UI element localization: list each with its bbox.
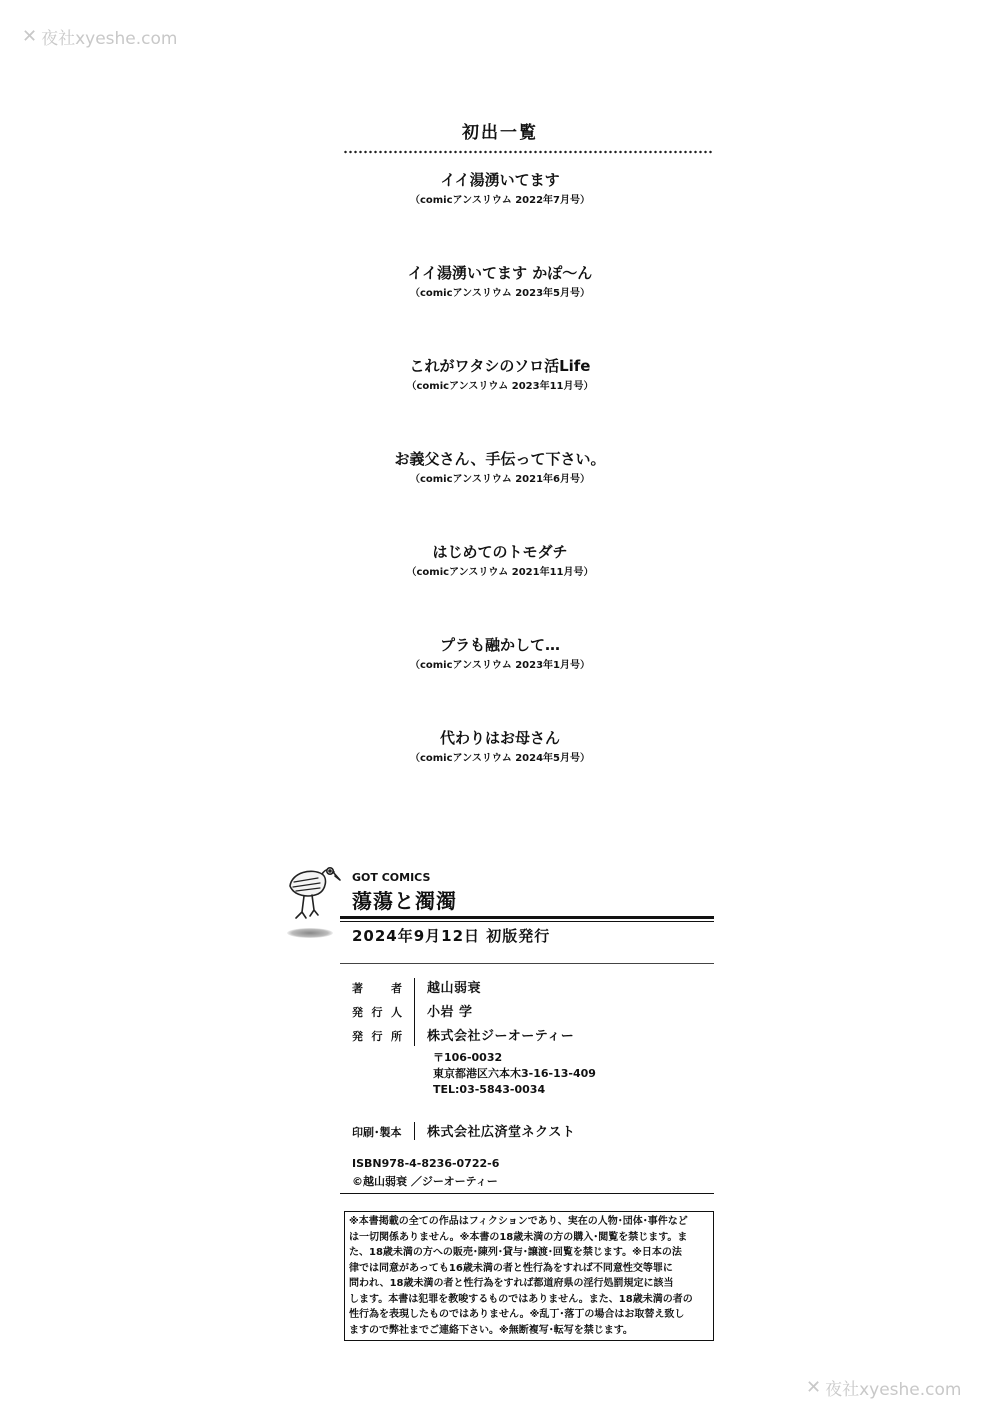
label-separator <box>414 1122 415 1140</box>
address: 東京都港区六本木3-16-13-409 <box>433 1067 596 1080</box>
watermark-x-icon: ✕ <box>22 26 38 47</box>
entry-source: （comicアンスリウム 2022年7月号） <box>409 195 591 206</box>
watermark-top <box>22 24 177 49</box>
divider <box>340 963 714 964</box>
watermark-x-icon: ✕ <box>806 1377 822 1398</box>
notice-line: 律では同意があっても16歳未満の者と性行為をすれば不同意性交等罪に <box>349 1262 673 1274</box>
divider <box>340 1193 714 1194</box>
publisher-name: 株式会社ジーオーティー <box>427 1029 575 1044</box>
entry-title: イイ湯湧いてます <box>440 171 560 189</box>
entry-source: （comicアンスリウム 2024年5月号） <box>409 753 591 764</box>
list-item <box>0 635 1000 673</box>
printer-label: 印刷･製本 <box>352 1126 402 1139</box>
entry-title: これがワタシのソロ活Life <box>409 357 591 375</box>
notice-line: ※本書掲載の全ての作品はフィクションであり、実在の人物･団体･事件など <box>349 1216 688 1227</box>
postal-code: 〒106-0032 <box>433 1051 503 1064</box>
legal-notice-box <box>344 1211 714 1341</box>
brand-label: GOT COMICS <box>352 871 431 884</box>
label-separator <box>414 978 415 1046</box>
title-rule <box>340 916 714 919</box>
watermark-text: 夜社xyeshe.com <box>825 1380 962 1400</box>
entry-title: プラも融かして… <box>439 636 560 654</box>
author-label: 著 者 <box>352 982 402 995</box>
copyright: ©越山弱衰 ／ジーオーティー <box>352 1175 498 1188</box>
bird-mascot-icon <box>282 860 342 926</box>
notice-line: 問われ、18歳未満の者と性行為をすれば都道府県の淫行処罰規定に該当 <box>349 1278 674 1289</box>
entry-title: お義父さん、手伝って下さい。 <box>394 450 606 468</box>
telephone: TEL:03-5843-0034 <box>433 1083 546 1096</box>
notice-line: た、18歳未満の方への販売･陳列･貸与･譲渡･回覧を禁じます。※日本の法 <box>349 1247 682 1258</box>
publisher-label: 発 行 所 <box>352 1030 402 1043</box>
notice-line: は一切関係ありません。※本書の18歳未満の方の購入･閲覧を禁じます。ま <box>349 1231 688 1243</box>
list-item <box>0 728 1000 766</box>
notice-line: します。本書は犯罪を教唆するものではありません。また、18歳未満の者の <box>349 1293 693 1305</box>
list-item <box>0 542 1000 580</box>
entry-source: （comicアンスリウム 2023年11月号） <box>406 381 594 392</box>
notice-line: ますので弊社までご連絡下さい。※無断複写･転写を禁じます。 <box>349 1324 633 1336</box>
bird-shadow <box>287 928 333 938</box>
list-item <box>0 263 1000 301</box>
publisher-person-label: 発 行 人 <box>352 1006 402 1019</box>
entry-source: （comicアンスリウム 2021年11月号） <box>406 567 594 578</box>
notice-line: 性行為を表現したものではありません。※乱丁･落丁の場合はお取替え致し <box>349 1309 685 1320</box>
page-heading: 初出一覧 <box>462 123 538 143</box>
dotted-divider <box>343 150 714 154</box>
entry-title: イイ湯湧いてます かぽ～ん <box>407 264 593 282</box>
entry-title: 代わりはお母さん <box>439 729 560 747</box>
publisher-person: 小岩 学 <box>427 1005 473 1020</box>
watermark-text: 夜社xyeshe.com <box>41 29 178 49</box>
entry-source: （comicアンスリウム 2023年5月号） <box>409 288 591 299</box>
book-title: 蕩蕩と濁濁 <box>352 889 457 913</box>
list-item <box>0 356 1000 394</box>
watermark-bottom <box>806 1375 961 1400</box>
publish-date: 2024年9月12日 初版発行 <box>352 927 551 945</box>
isbn: ISBN978-4-8236-0722-6 <box>352 1157 500 1170</box>
author-name: 越山弱衰 <box>427 981 482 996</box>
title-rule-thin <box>340 921 714 922</box>
entry-source: （comicアンスリウム 2021年6月号） <box>409 474 591 485</box>
list-item <box>0 449 1000 487</box>
printer-name: 株式会社広済堂ネクスト <box>427 1125 576 1140</box>
entry-title: はじめてのトモダチ <box>432 543 568 561</box>
entry-source: （comicアンスリウム 2023年1月号） <box>409 660 591 671</box>
list-item <box>0 170 1000 208</box>
